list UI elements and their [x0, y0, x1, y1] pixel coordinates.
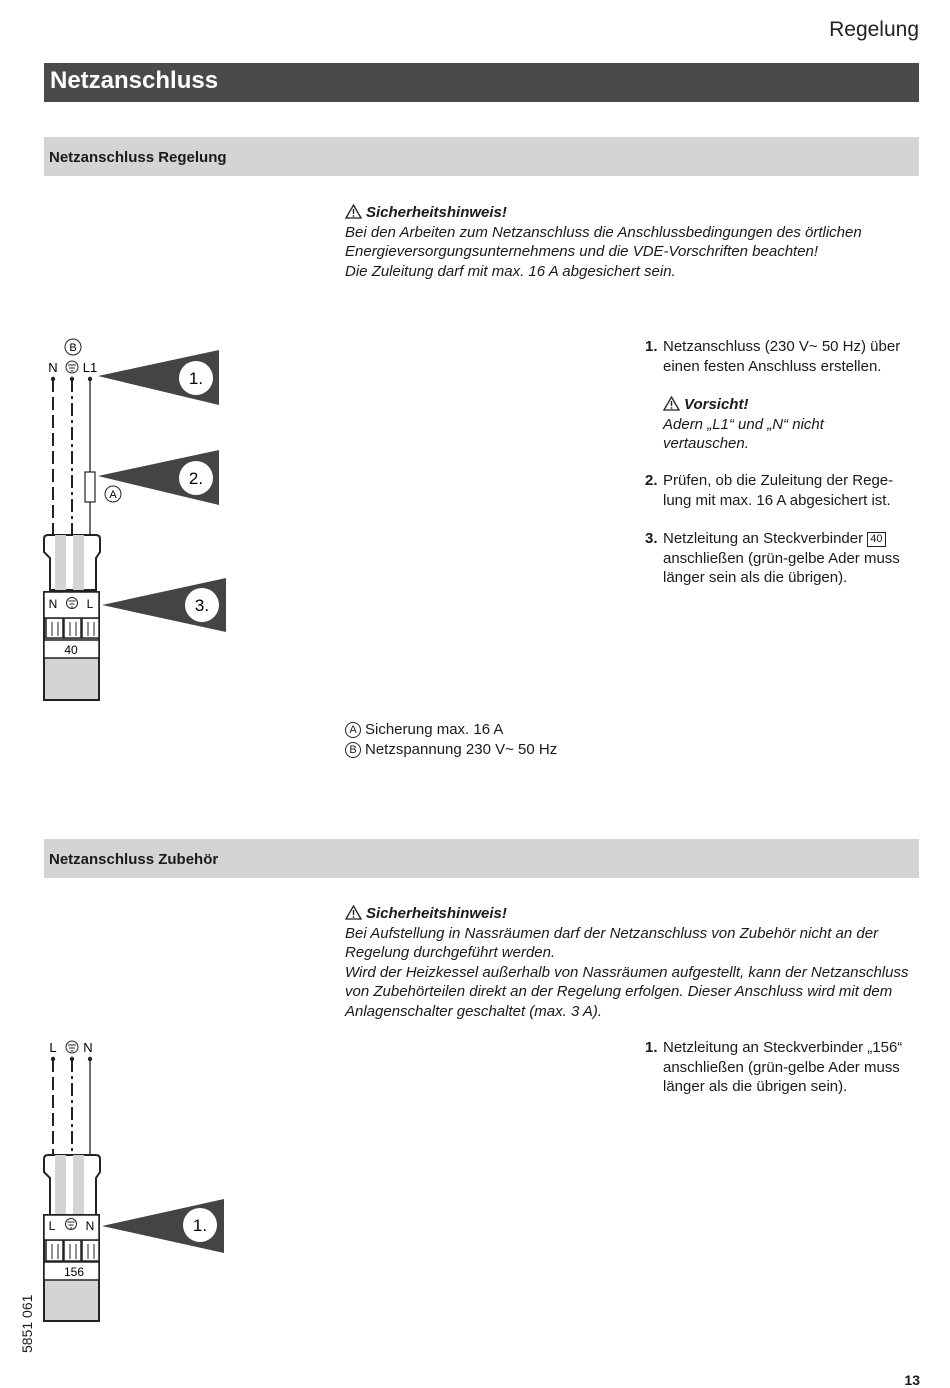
step-line: Netzleitung an Steckverbinder	[663, 530, 864, 547]
step-line: Prüfen, ob die Zuleitung der Rege-	[663, 472, 894, 489]
legend-text: Sicherung max. 16 A	[365, 721, 504, 738]
section-heading-zubehoer: Netzanschluss Zubehör	[44, 839, 919, 878]
safety-line: Energieversorgungsunternehmens und die VDE-Vorschriften beachten!	[345, 243, 819, 260]
safety-line: Regelung durchgeführt werden.	[345, 944, 556, 961]
terminal-l-bottom: L	[48, 1219, 56, 1233]
connector-label: 40	[64, 643, 78, 657]
step-number: 1.	[645, 338, 658, 355]
step-line: einen festen Anschluss erstellen.	[663, 357, 882, 375]
warning-icon	[345, 905, 362, 920]
safety-title: Sicherheitshinweis!	[366, 204, 507, 221]
step-line: anschließen (grün-gelbe Ader muss	[663, 1058, 900, 1076]
label-b: B	[69, 342, 77, 354]
terminal-n-label: N	[48, 360, 58, 375]
caution-line: Adern „L1“ und „N“ nicht	[663, 415, 824, 433]
chapter-title: Regelung	[829, 18, 919, 41]
safety-line: Bei Aufstellung in Nassräumen darf der Netzanschluss von Zubehör nicht an der	[345, 924, 879, 942]
safety-line: Wird der Heizkessel außerhalb von Nassräumen aufgestellt, kann der Netzanschluss	[345, 963, 909, 981]
terminal-l1-label: L1	[82, 360, 98, 375]
step-line: Netzleitung an Steckverbinder „156“	[663, 1039, 903, 1056]
safety-line: von Zubehörteilen direkt an der Regelung erfolgen. Dieser Anschluss wird mit dem	[345, 983, 893, 1000]
wiring-diagram-regelung	[30, 330, 240, 710]
callout-1: 1.	[188, 369, 204, 388]
legend-key: A	[345, 722, 361, 738]
ground-icon	[66, 361, 78, 373]
step-line: lung mit max. 16 A abgesichert ist.	[663, 491, 891, 509]
ground-icon	[66, 1041, 78, 1053]
safety-line: Anlagenschalter geschaltet (max. 3 A).	[345, 1002, 603, 1020]
warning-icon	[345, 204, 362, 219]
legend-key: B	[345, 742, 361, 758]
safety-note-regelung	[345, 203, 925, 281]
connector-label: 156	[63, 1265, 85, 1279]
terminal-n-bottom: N	[48, 597, 58, 611]
terminal-n-label: N	[83, 1040, 93, 1055]
legend-text: Netzspannung 230 V~ 50 Hz	[365, 740, 558, 758]
legend	[345, 720, 645, 759]
callout-3: 3.	[194, 596, 210, 615]
legend-item-b	[345, 740, 645, 760]
page-number: 13	[904, 1372, 920, 1388]
document-number: 5851 061	[19, 1294, 35, 1353]
safety-line: Die Zuleitung darf mit max. 16 A abgesichert sein.	[345, 262, 676, 280]
safety-note-zubehoer	[345, 904, 935, 1021]
legend-item-a	[345, 720, 645, 740]
callout-1: 1.	[192, 1216, 208, 1235]
safety-line: Bei den Arbeiten zum Netzanschluss die Anschlussbedingungen des örtlichen	[345, 223, 862, 241]
step-line: länger als die übrigen sein).	[663, 1078, 848, 1095]
step-number: 3.	[645, 530, 658, 547]
caution-title: Vorsicht!	[684, 396, 749, 413]
step-line: anschließen (grün-gelbe Ader muss	[663, 549, 900, 567]
wiring-diagram-zubehoer	[30, 1035, 240, 1330]
step-number: 2.	[645, 472, 658, 489]
page-title: Netzanschluss	[44, 63, 919, 102]
caution-line: vertauschen.	[663, 435, 749, 452]
callout-2: 2.	[188, 469, 204, 488]
label-a: A	[109, 489, 117, 501]
step-line: länger sein als die übrigen).	[663, 569, 848, 586]
connector-badge: 40	[867, 532, 885, 547]
terminal-l-label: L	[49, 1040, 57, 1055]
section-heading-regelung: Netzanschluss Regelung	[44, 137, 919, 176]
terminal-n-bottom: N	[85, 1219, 95, 1233]
warning-icon	[663, 396, 680, 411]
caution-note	[663, 395, 933, 454]
terminal-l-bottom: L	[86, 597, 94, 611]
step-line: Netzanschluss (230 V~ 50 Hz) über	[663, 338, 901, 355]
step-number: 1.	[645, 1039, 658, 1056]
safety-title: Sicherheitshinweis!	[366, 905, 507, 922]
